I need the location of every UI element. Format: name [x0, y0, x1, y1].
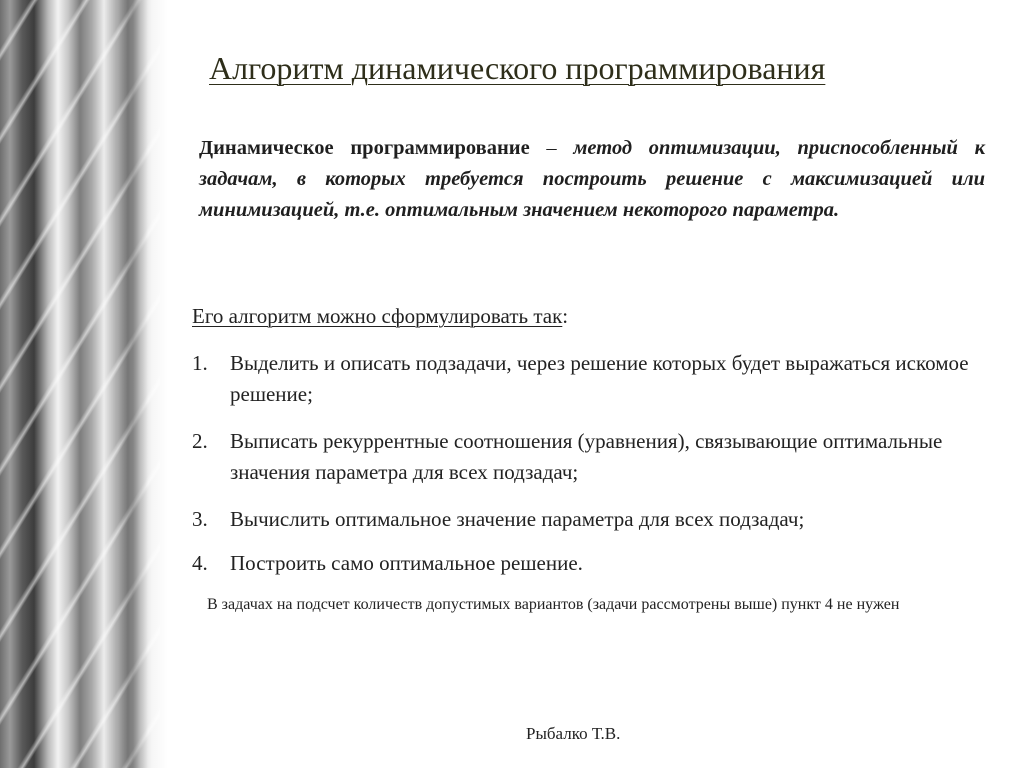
algorithm-steps	[192, 348, 982, 595]
footnote-remark: В задачах на подсчет количеств допустимых вариантов (задачи рассмотрены выше) пункт 4 не нужен	[207, 596, 900, 613]
definition-explanation: метод оптимизации, приспособленный к задачам, в которых требуется построить решение с максимизацией или минимизацией, т.е. оптимальным значением некоторого параметра.	[199, 137, 985, 221]
step-text: Вычислить оптимальное значение параметра для всех подзадач;	[230, 507, 805, 531]
definition-dash: –	[529, 137, 574, 159]
decorative-pillar-icon	[0, 0, 168, 768]
definition-paragraph	[199, 133, 985, 226]
pillar-shadow	[118, 0, 148, 768]
step-item	[192, 504, 982, 535]
algorithm-intro	[192, 304, 568, 329]
step-number: 4.	[192, 551, 208, 575]
step-number: 2.	[192, 429, 208, 453]
step-item	[192, 426, 982, 488]
definition-term: Динамическое программирование	[199, 137, 530, 159]
step-text: Выделить и описать подзадачи, через решение которых будет выражаться искомое решение;	[230, 351, 969, 406]
algorithm-intro-text: Его алгоритм можно сформулировать так	[192, 304, 563, 328]
algorithm-intro-colon: :	[562, 304, 569, 328]
step-item	[192, 548, 982, 579]
step-number: 3.	[192, 507, 208, 531]
author-footer: Рыбалко Т.В.	[526, 724, 621, 743]
step-text: Выписать рекуррентные соотношения (уравнения), связывающие оптимальные значения параметра для всех подзадач;	[230, 429, 943, 484]
step-number: 1.	[192, 351, 208, 375]
step-item	[192, 348, 982, 410]
step-text: Построить само оптимальное решение.	[230, 551, 583, 575]
slide-title: Алгоритм динамического программирования	[209, 50, 826, 86]
